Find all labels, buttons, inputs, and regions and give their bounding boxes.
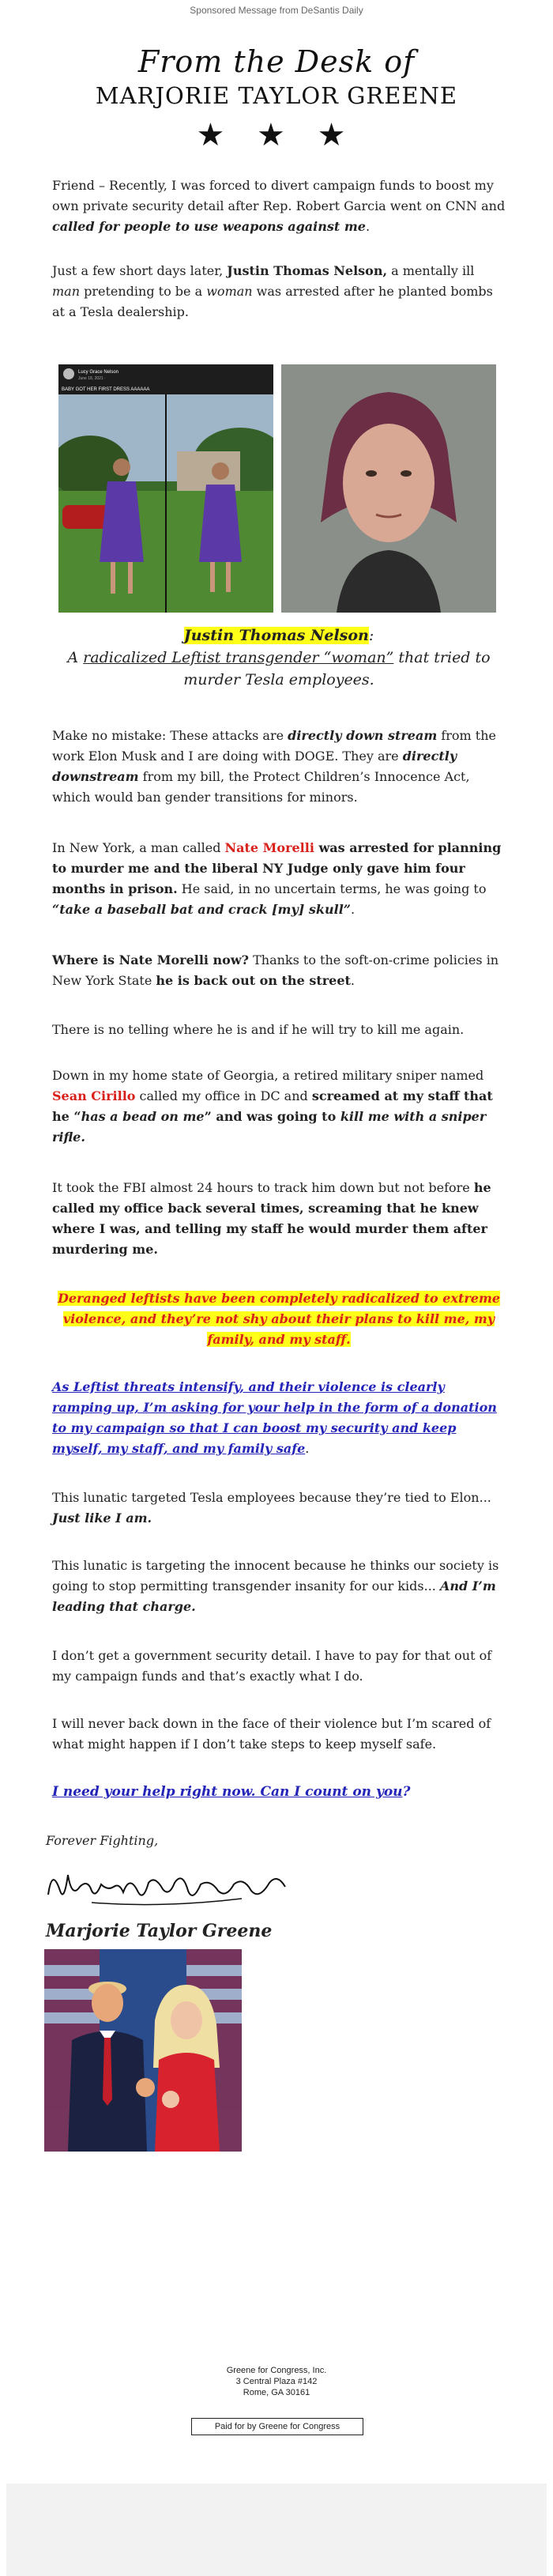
text: pretending to be a <box>80 284 207 299</box>
social-post-image <box>58 364 273 613</box>
signature-image <box>44 1859 289 1914</box>
text: Just a few short days later, <box>52 263 228 278</box>
text: Down in my home state of Georgia, a retired military sniper named <box>52 1068 484 1083</box>
text: ? <box>402 1784 411 1800</box>
footer-city: Rome, GA 30161 <box>243 2388 310 2397</box>
footer-background <box>6 2484 547 2576</box>
text: . <box>365 219 371 234</box>
closing <box>46 1831 499 1851</box>
text: This lunatic is targeting the innocent because he thinks our society is going to stop permitting transgender insanity for our kids... <box>52 1558 499 1593</box>
name-red: Nate Morelli <box>224 840 314 855</box>
paragraph-6 <box>52 1020 506 1040</box>
footer-org: Greene for Congress, Inc. <box>226 2366 327 2375</box>
paragraph-2 <box>52 261 506 322</box>
emphasis: woman <box>206 284 253 299</box>
text-bold: Where is Nate Morelli now? <box>52 952 249 967</box>
emphasis: And I’m leading that charge. <box>52 1578 496 1614</box>
paragraph-3 <box>52 726 506 808</box>
paragraph-5 <box>52 950 506 991</box>
closing-text: Forever Fighting, <box>46 1833 159 1848</box>
emphasis: has a bead on me <box>81 1109 205 1124</box>
masthead-name: MARJORIE TAYLOR GREENE <box>95 82 458 109</box>
highlight-red-text: Deranged leftists have been completely radicalized to extreme violence, and they’re not shy about their plans to kill me, my family, and my staff. <box>57 1291 501 1347</box>
text: was arrested after he planted bombs at a Tesla dealership. <box>52 284 493 319</box>
text: . <box>305 1441 310 1456</box>
emphasis: kill me with a sniper rifle. <box>52 1109 487 1145</box>
help-link[interactable]: I need your help right now. Can I count on you <box>52 1784 403 1800</box>
social-post-svg <box>58 364 273 613</box>
text: It took the FBI almost 24 hours to track him down but not before <box>52 1180 474 1195</box>
text: A <box>67 649 84 666</box>
masthead <box>0 44 553 153</box>
paragraph-12 <box>52 1556 506 1617</box>
post-date: June 18, 2021 · <box>78 376 106 381</box>
text: There is no telling where he is and if he will try to kill me again. <box>52 1022 465 1037</box>
text: He said, in no uncertain terms, he was going to <box>177 881 487 896</box>
name-bold: Justin Thomas Nelson, <box>227 263 388 278</box>
caption-name: Justin Thomas Nelson <box>183 627 369 644</box>
text: . <box>350 973 355 988</box>
text: This lunatic targeted Tesla employees because they’re tied to Elon... <box>52 1490 491 1505</box>
paragraph-4 <box>52 838 506 920</box>
text: Make no mistake: These attacks are <box>52 728 288 743</box>
text: . <box>351 902 356 917</box>
mugshot-svg <box>281 364 496 613</box>
emphasis: “take a baseball bat and crack [my] skull” <box>52 902 351 917</box>
text: from my bill, the Protect Children’s Innocence Act, which would ban gender transitions for minors. <box>52 769 470 805</box>
text: Friend – Recently, I was forced to divert campaign funds to boost my own private security detail after Rep. Robert Garcia went on CNN and <box>52 178 506 213</box>
emphasis: directly downstream <box>52 749 457 784</box>
text: I will never back down in the face of their violence but I’m scared of what might happen if I don’t take steps to keep myself safe. <box>52 1716 491 1752</box>
text-bold: screamed at my staff that he “ <box>52 1088 493 1124</box>
paragraph-15 <box>52 1782 506 1802</box>
post-caption: BABY GOT HER FIRST DRESS AAAAAA <box>62 387 150 392</box>
emphasis: man <box>52 284 81 299</box>
text-bold: he called my office back several times, screaming that he knew where I was, and telling my staff he would murder them after murdering me. <box>52 1180 491 1257</box>
name-red: Sean Cirillo <box>52 1088 136 1103</box>
donate-link[interactable]: As Leftist threats intensify, and their violence is clearly ramping up, I’m asking for your help in the form of a donation to my campaign so that I can boost my security and keep myself, my staff, and my family safe <box>52 1379 497 1456</box>
campaign-photo <box>44 1949 242 2152</box>
paid-for-disclaimer: Paid for by Greene for Congress <box>191 2418 363 2435</box>
text: called my office in DC and <box>135 1088 312 1103</box>
footer-address <box>0 2365 553 2398</box>
emphasis: directly down stream <box>288 728 438 743</box>
paragraph-14 <box>52 1714 506 1755</box>
photo-caption <box>52 624 506 691</box>
paragraph-13 <box>52 1646 506 1687</box>
caption-underline: radicalized Leftist transgender “woman” <box>83 649 394 666</box>
paragraph-1 <box>52 175 506 237</box>
text: In New York, a man called <box>52 840 225 855</box>
text: a mentally ill <box>387 263 475 278</box>
paragraph-7 <box>52 1065 506 1148</box>
campaign-photo-svg <box>44 1949 242 2152</box>
text: from the work Elon Musk and I are doing with DOGE. They are <box>52 728 496 764</box>
mugshot-image <box>281 364 496 613</box>
paragraph-11 <box>52 1488 506 1529</box>
post-name: Lucy Grace Nelson <box>78 370 119 375</box>
paragraph-8 <box>52 1178 506 1260</box>
text: : <box>368 627 374 644</box>
footer-street: 3 Central Plaza #142 <box>235 2377 318 2386</box>
paragraph-9 <box>52 1288 506 1350</box>
emphasis: Just like I am. <box>52 1511 152 1526</box>
text-bold: he is back out on the street <box>156 973 351 988</box>
masthead-script-title: From the Desk of <box>137 44 416 79</box>
emphasis: called for people to use weapons against me <box>52 219 366 234</box>
signoff-name <box>46 1921 499 1941</box>
paragraph-10 <box>52 1377 506 1459</box>
sponsored-banner: Sponsored Message from DeSantis Daily <box>190 5 363 16</box>
signoff-name-text: Marjorie Taylor Greene <box>46 1921 273 1941</box>
text-bold: ” and was going to <box>204 1109 340 1124</box>
text: I don’t get a government security detail. I have to pay for that out of my campaign funds and that’s exactly what I do. <box>52 1648 492 1684</box>
text: that tried to murder Tesla employees. <box>183 649 491 688</box>
stars-icon: ★ ★ ★ <box>196 117 357 153</box>
text-bold: was arrested for planning to murder me and the liberal NY Judge only gave him four months in prison. <box>52 840 502 896</box>
text: Thanks to the soft-on-crime policies in New York State <box>52 952 499 988</box>
